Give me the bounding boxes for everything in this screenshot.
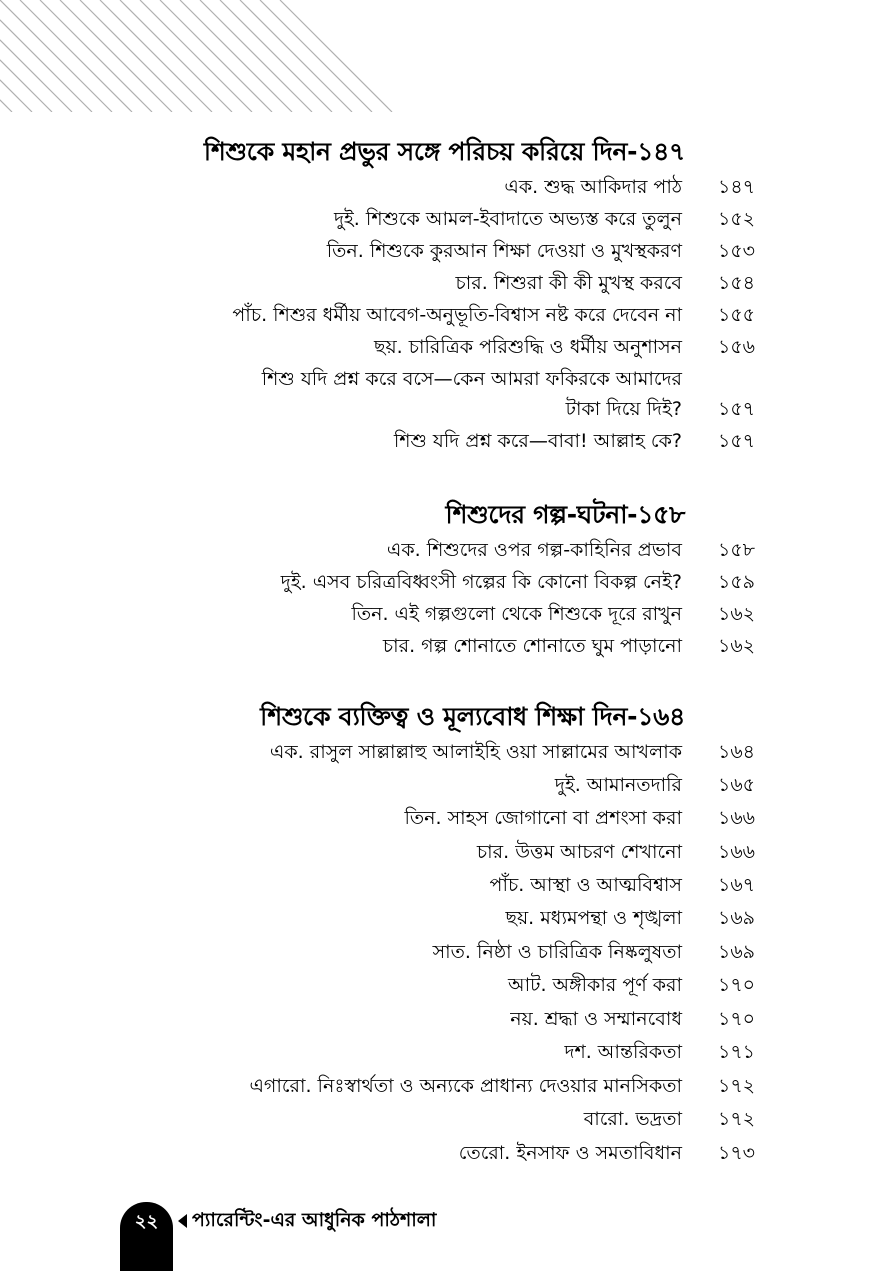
toc-row[interactable] <box>0 172 870 204</box>
toc-entry-label: এক. শুদ্ধ আকিদার পাঠ <box>504 176 682 198</box>
toc-page-number: ১৬৯ <box>718 941 756 963</box>
left-triangle-icon <box>178 1214 187 1228</box>
toc-page-number: ১৭২ <box>718 1075 756 1097</box>
toc-row[interactable] <box>0 268 870 300</box>
toc-row[interactable] <box>0 204 870 236</box>
toc-page-number: ১৬৬ <box>718 807 756 829</box>
toc-row[interactable] <box>0 236 870 268</box>
toc-entry-label: তিন. এই গল্পগুলো থেকে শিশুকে দূরে রাখুন <box>351 603 682 625</box>
toc-page-number: ১৬৬ <box>718 841 756 863</box>
toc-row[interactable] <box>0 837 870 869</box>
toc-entry-label: চার. শিশুরা কী কী মুখস্থ করবে <box>455 272 682 294</box>
toc-page-number: ১৬২ <box>718 635 756 657</box>
toc-entry-label: ছয়. মধ্যমপন্থা ও শৃঙ্খলা <box>505 907 682 929</box>
toc-row[interactable] <box>0 364 870 426</box>
toc-row[interactable] <box>0 903 870 935</box>
toc-row[interactable] <box>0 300 870 332</box>
section-title-1: শিশুকে মহান প্রভুর সঙ্গে পরিচয় করিয়ে দিন-১৪৭ <box>203 137 685 166</box>
toc-page-number: ১৪৭ <box>718 176 756 198</box>
toc-entry-label: দুই. শিশুকে আমল-ইবাদাতে অভ্যস্ত করে তুলুন <box>333 208 682 230</box>
toc-row[interactable] <box>0 937 870 969</box>
toc-row[interactable] <box>0 426 870 458</box>
toc-row[interactable] <box>0 567 870 599</box>
toc-page-number: ১৫৭ <box>718 398 756 420</box>
toc-entry-label: চার. উত্তম আচরণ শেখানো <box>476 841 682 863</box>
toc-entry-label: আট. অঙ্গীকার পূর্ণ করা <box>507 974 682 996</box>
toc-row[interactable] <box>0 737 870 769</box>
toc-row[interactable] <box>0 1104 870 1136</box>
toc-page-number: ১৭০ <box>718 974 756 996</box>
toc-page-number: ১৬৯ <box>718 907 756 929</box>
toc-entry-label-continued: টাকা দিয়ে দিই? <box>565 398 682 420</box>
toc-entry-label: পাঁচ. শিশুর ধর্মীয় আবেগ-অনুভূতি-বিশ্বাস নষ্ট করে দেবেন না <box>232 304 682 326</box>
toc-entry-label: পাঁচ. আস্থা ও আত্মবিশ্বাস <box>489 874 682 896</box>
toc-row[interactable] <box>0 535 870 567</box>
toc-page-number: ১৫৯ <box>718 571 755 593</box>
toc-page-number: ১৭২ <box>718 1108 756 1130</box>
toc-entry-label: দুই. এসব চরিত্রবিধ্বংসী গল্পের কি কোনো বিকল্প নেই? <box>280 571 682 593</box>
toc-row[interactable] <box>0 332 870 364</box>
toc-entry-label: সাত. নিষ্ঠা ও চারিত্রিক নিষ্কলুষতা <box>432 941 682 963</box>
toc-entry-label: এগারো. নিঃস্বার্থতা ও অন্যকে প্রাধান্য দেওয়ার মানসিকতা <box>249 1075 682 1097</box>
toc-page-number: ১৭১ <box>718 1041 756 1063</box>
page-number-badge <box>120 1202 173 1271</box>
toc-row[interactable] <box>0 770 870 802</box>
toc-entry-label: তেরো. ইনসাফ ও সমতাবিধান <box>458 1142 682 1164</box>
toc-entry-label: নয়. শ্রদ্ধা ও সম্মানবোধ <box>510 1008 682 1030</box>
toc-entry-label: শিশু যদি প্রশ্ন করে বসে—কেন আমরা ফকিরকে আমাদের <box>261 368 682 390</box>
toc-page-number: ১৬২ <box>718 603 756 625</box>
toc-page-number: ১৫৩ <box>718 240 756 262</box>
toc-page-number: ১৫৫ <box>718 304 755 326</box>
toc-entry-label: তিন. সাহস জোগানো বা প্রশংসা করা <box>404 807 682 829</box>
toc-page-number: ১৫৬ <box>718 336 756 358</box>
toc-row[interactable] <box>0 1037 870 1069</box>
toc-row[interactable] <box>0 599 870 631</box>
toc-entry-label: শিশু যদি প্রশ্ন করে—বাবা! আল্লাহ কে? <box>393 430 682 452</box>
toc-row[interactable] <box>0 631 870 663</box>
toc-row[interactable] <box>0 1071 870 1103</box>
toc-entry-label: তিন. শিশুকে কুরআন শিক্ষা দেওয়া ও মুখস্থকরণ <box>326 240 682 262</box>
toc-page-number: ১৭৩ <box>718 1142 756 1164</box>
toc-row[interactable] <box>0 803 870 835</box>
toc-page-number: ১৫৭ <box>718 430 756 452</box>
toc-entry-label: এক. শিশুদের ওপর গল্প-কাহিনির প্রভাব <box>386 539 682 561</box>
toc-page-number: ১৫৪ <box>718 272 755 294</box>
page-number: ২২ <box>134 1211 159 1232</box>
toc-row[interactable] <box>0 1004 870 1036</box>
section-title-3: শিশুকে ব্যক্তিত্ব ও মূল্যবোধ শিক্ষা দিন-১৬৪ <box>260 702 685 731</box>
toc-page-number: ১৬৪ <box>718 741 756 763</box>
toc-entry-label: দুই. আমানতদারি <box>554 774 682 796</box>
toc-page-number: ১৬৭ <box>718 874 756 896</box>
toc-row[interactable] <box>0 870 870 902</box>
decorative-stripes <box>0 0 395 112</box>
toc-entry-label: দশ. আন্তরিকতা <box>564 1041 682 1063</box>
toc-entry-label: এক. রাসুল সাল্লাল্লাহু আলাইহি ওয়া সাল্লামের আখলাক <box>269 741 682 763</box>
toc-entry-label: চার. গল্প শোনাতে শোনাতে ঘুম পাড়ানো <box>382 635 682 657</box>
toc-page-number: ১৭০ <box>718 1008 756 1030</box>
toc-page-number: ১৫২ <box>718 208 756 230</box>
toc-entry-label: ছয়. চারিত্রিক পরিশুদ্ধি ও ধর্মীয় অনুশাসন <box>373 336 682 358</box>
toc-row[interactable] <box>0 1138 870 1170</box>
toc-entry-label: বারো. ভদ্রতা <box>583 1108 682 1130</box>
book-title: প্যারেন্টিং-এর আধুনিক পাঠশালা <box>192 1209 437 1231</box>
toc-row[interactable] <box>0 970 870 1002</box>
section-title-2: শিশুদের গল্প-ঘটনা-১৫৮ <box>445 500 685 529</box>
toc-page-number: ১৬৫ <box>718 774 756 796</box>
toc-page-number: ১৫৮ <box>718 539 755 561</box>
